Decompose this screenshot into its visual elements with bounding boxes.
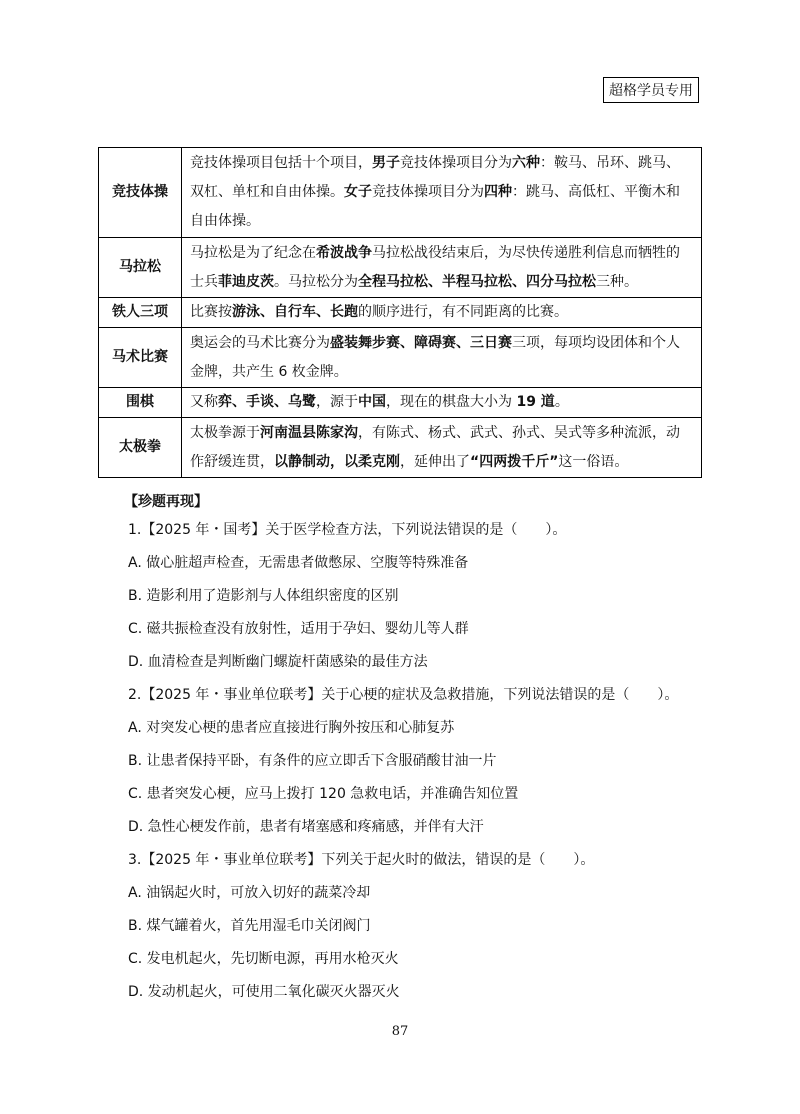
page-number: 87 xyxy=(391,1024,409,1039)
answer-option: B. 让患者保持平卧，有条件的应立即舌下含服硝酸甘油一片 xyxy=(128,753,497,769)
text-segment: 又称 xyxy=(190,394,218,410)
table-row xyxy=(99,148,702,238)
term-cell: 太极拳 xyxy=(99,418,182,478)
knowledge-table-body xyxy=(99,148,702,478)
bold-keyword: 盛装舞步赛、障碍赛、三日赛 xyxy=(330,334,512,351)
bold-keyword: 以静制动，以柔克刚 xyxy=(274,453,400,470)
answer-option: A. 做心脏超声检查，无需患者做憋尿、空腹等特殊准备 xyxy=(128,555,469,571)
bold-keyword: 菲迪皮茨 xyxy=(218,273,274,290)
bold-keyword: “四两拨千斤” xyxy=(470,453,559,470)
answer-option: D. 发动机起火，可使用二氧化碳灭火器灭火 xyxy=(128,984,400,1000)
questions-list xyxy=(128,520,688,1002)
term-cell: 铁人三项 xyxy=(99,298,182,328)
term-cell: 竞技体操 xyxy=(99,148,182,238)
text-segment: 。 xyxy=(554,394,569,410)
knowledge-table xyxy=(98,147,702,478)
description-cell xyxy=(182,388,702,418)
text-segment: 奥运会的马术比赛分为 xyxy=(190,334,330,351)
description-cell xyxy=(182,328,702,388)
text-segment: 的顺序进行，有不同距离的比赛。 xyxy=(358,304,568,320)
section-title: 【珍题再现】 xyxy=(124,494,208,510)
answer-option: C. 发电机起火，先切断电源，再用水枪灭火 xyxy=(128,951,399,967)
bold-keyword: 四种 xyxy=(484,184,512,200)
description-cell xyxy=(182,298,702,328)
question-stem: 2.【2025 年・事业单位联考】关于心梗的症状及急救措施，下列说法错误的是（ ）。 xyxy=(128,687,679,703)
answer-option: A. 对突发心梗的患者应直接进行胸外按压和心肺复苏 xyxy=(128,720,455,736)
bold-keyword: 女子 xyxy=(344,184,372,200)
answer-option: A. 油锅起火时，可放入切好的蔬菜冷却 xyxy=(128,885,371,901)
table-row xyxy=(99,418,702,478)
question-stem: 1.【2025 年・国考】关于医学检查方法，下列说法错误的是（ ）。 xyxy=(128,522,567,538)
answer-option: B. 煤气罐着火，首先用湿毛巾关闭阀门 xyxy=(128,918,371,934)
description-cell xyxy=(182,418,702,478)
bold-keyword: 希波战争 xyxy=(316,244,372,261)
student-only-badge: 超格学员专用 xyxy=(603,77,699,103)
description-cell xyxy=(182,238,702,298)
table-row xyxy=(99,298,702,328)
bold-keyword: 19 道 xyxy=(516,394,555,410)
bold-keyword: 中国 xyxy=(358,394,386,410)
questions-section xyxy=(124,492,688,1015)
text-segment: 马拉松是为了纪念在 xyxy=(190,244,316,261)
text-segment: 竞技体操项目分为 xyxy=(400,155,512,171)
question-stem: 3.【2025 年・事业单位联考】下列关于起火时的做法，错误的是（ ）。 xyxy=(128,852,595,868)
text-segment: 这一俗语。 xyxy=(558,453,629,470)
bold-keyword: 六种 xyxy=(512,155,540,171)
answer-option: D. 血清检查是判断幽门螺旋杆菌感染的最佳方法 xyxy=(128,654,428,670)
text-segment: ，延伸出了 xyxy=(400,453,470,470)
bold-keyword: 全程马拉松、半程马拉松、四分马拉松 xyxy=(358,273,596,290)
answer-option: D. 急性心梗发作前，患者有堵塞感和疼痛感，并伴有大汗 xyxy=(128,819,484,835)
bold-keyword: 河南温县陈家沟 xyxy=(260,424,358,441)
table-row xyxy=(99,238,702,298)
text-segment: ，有陈式、杨式、武式、孙式、吴式等多种流派，动作舒缓连贯， xyxy=(190,424,680,470)
bold-keyword: 弈、手谈、乌鹭 xyxy=(218,394,316,410)
bold-keyword: 男子 xyxy=(372,155,400,171)
term-cell: 围棋 xyxy=(99,388,182,418)
text-segment: 。马拉松分为 xyxy=(274,273,358,290)
term-cell: 马术比赛 xyxy=(99,328,182,388)
text-segment: ，源于 xyxy=(316,394,358,410)
text-segment: ：跳马、高低杠、平衡木和自由体操。 xyxy=(190,184,680,229)
bold-keyword: 游泳、自行车、长跑 xyxy=(232,304,358,320)
text-segment: 太极拳源于 xyxy=(190,424,260,441)
text-segment: 竞技体操项目包括十个项目， xyxy=(190,155,372,171)
table-row xyxy=(99,388,702,418)
text-segment: 马拉松战役结束后，为尽快传递胜利信息而牺牲的士兵 xyxy=(190,244,680,290)
text-segment: 比赛按 xyxy=(190,304,232,320)
text-segment: 竞技体操项目分为 xyxy=(372,184,484,200)
term-cell: 马拉松 xyxy=(99,238,182,298)
answer-option: C. 患者突发心梗，应马上拨打 120 急救电话，并准确告知位置 xyxy=(128,786,519,802)
answer-option: B. 造影利用了造影剂与人体组织密度的区别 xyxy=(128,588,399,604)
text-segment: ，现在的棋盘大小为 xyxy=(386,394,517,410)
text-segment: 三种。 xyxy=(596,273,638,290)
text-segment: ：鞍马、吊环、跳马、双杠、单杠和自由体操。 xyxy=(190,155,680,200)
text-segment: 三项，每项均设团体和个人金牌，共产生 6 枚金牌。 xyxy=(190,334,680,380)
description-cell xyxy=(182,148,702,238)
answer-option: C. 磁共振检查没有放射性，适用于孕妇、婴幼儿等人群 xyxy=(128,621,469,637)
table-row xyxy=(99,328,702,388)
